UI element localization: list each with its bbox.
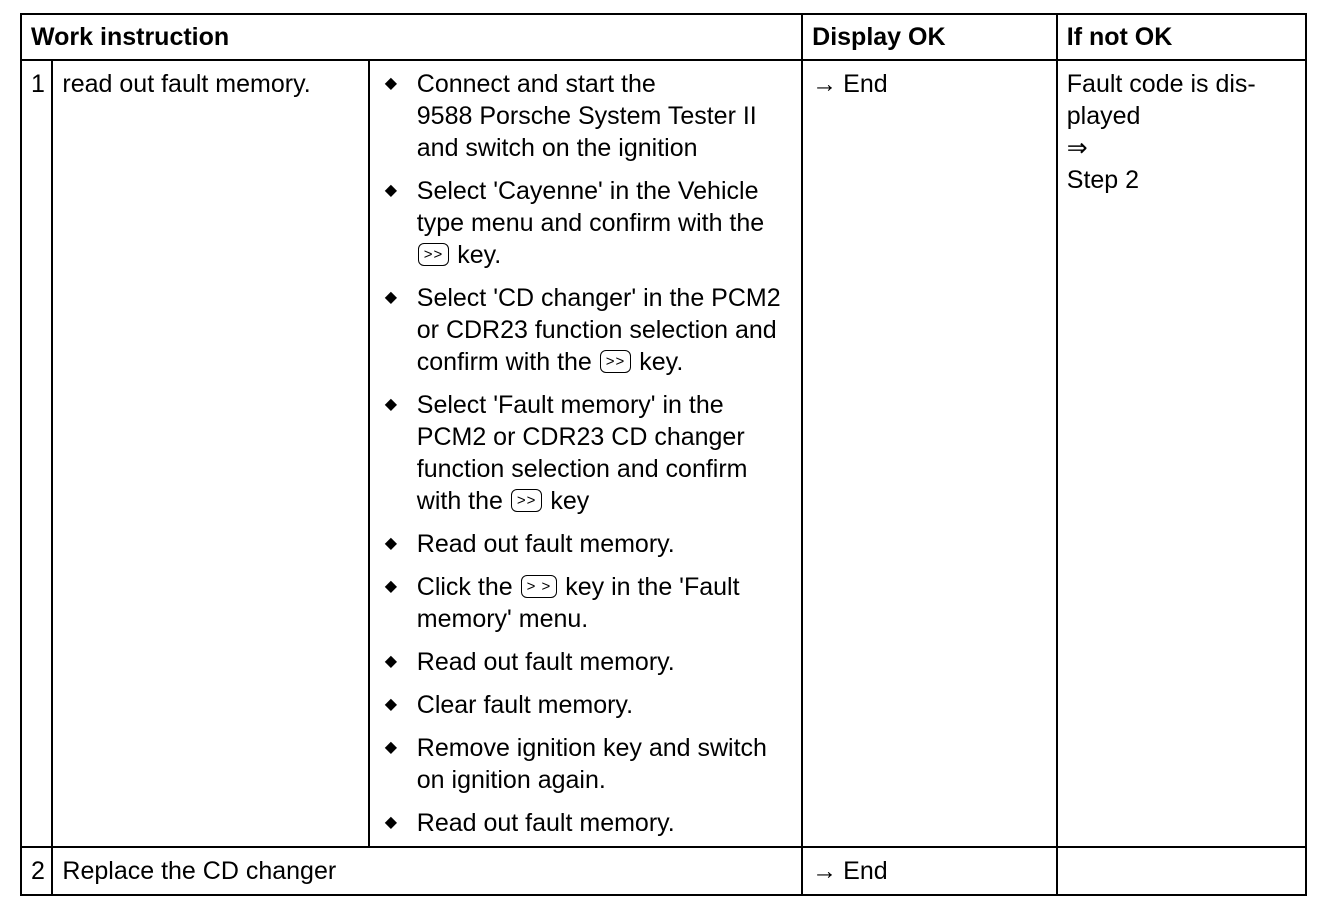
list-item [379, 528, 792, 560]
diamond-bullet-icon: ◆ [384, 814, 398, 831]
list-item [379, 282, 792, 378]
diamond-bullet-icon: ◆ [384, 75, 398, 92]
instruction-text: Clear fault memory. [416, 691, 634, 719]
step-number: 1 [21, 60, 52, 847]
header-row [21, 14, 1306, 60]
instruction-text: Select 'Cayenne' in the Vehicle type menu and confirm with the [416, 177, 765, 237]
forward-key-icon: >> [511, 489, 543, 512]
instruction-text: Click the [416, 573, 513, 601]
instruction-text: Read out fault memory. [416, 530, 675, 558]
instruction-text: Select 'Fault memory' in the PCM2 or CDR23 CD changer function selection and confirm with the [416, 391, 748, 515]
list-item [379, 689, 792, 721]
list-item [379, 175, 792, 271]
instruction-text: key [550, 487, 590, 515]
list-item [379, 732, 792, 796]
if-not-ok-cell [1057, 847, 1306, 895]
list-item [379, 807, 792, 839]
right-arrow-icon: → [812, 70, 838, 98]
instruction-list [379, 68, 792, 839]
header-if-not-ok: If not OK [1057, 14, 1306, 60]
instruction-text: Read out fault memory. [416, 648, 675, 676]
header-work-instruction: Work instruction [21, 14, 802, 60]
diamond-bullet-icon: ◆ [384, 289, 398, 306]
result-text: End [843, 857, 888, 885]
instruction-text: key. [457, 241, 502, 269]
instruction-text: key. [639, 348, 684, 376]
header-display-ok: Display OK [802, 14, 1057, 60]
step-instructions [369, 60, 802, 847]
step-description: Replace the CD changer [52, 847, 802, 895]
diamond-bullet-icon: ◆ [384, 739, 398, 756]
instruction-text: Read out fault memory. [416, 809, 675, 837]
instruction-text: Remove ignition key and switch on ignition again. [416, 734, 767, 794]
diamond-bullet-icon: ◆ [384, 578, 398, 595]
diamond-bullet-icon: ◆ [384, 535, 398, 552]
result-text: End [843, 70, 888, 98]
forward-key-icon: >> [418, 243, 450, 266]
list-item [379, 68, 792, 164]
forward-key-icon: >> [600, 350, 632, 373]
table-row [21, 847, 1306, 895]
diamond-bullet-icon: ◆ [384, 653, 398, 670]
instruction-line: 9588 Porsche System Tester II [416, 102, 757, 130]
list-item [379, 389, 792, 517]
if-not-ok-cell [1057, 60, 1306, 847]
list-item [379, 646, 792, 678]
instruction-line: Connect and start the [416, 70, 656, 98]
instruction-line: and switch on the ignition [416, 134, 698, 162]
instruction-text: Select 'CD changer' in the PCM2 or CDR23 function selection and confirm with the [416, 284, 781, 376]
display-ok-cell [802, 60, 1057, 847]
step-reference: Step 2 [1066, 166, 1140, 194]
diamond-bullet-icon: ◆ [384, 182, 398, 199]
result-line: played [1066, 102, 1141, 130]
table-row [21, 60, 1306, 847]
right-arrow-icon: → [812, 857, 838, 885]
step-number: 2 [21, 847, 52, 895]
instruction-text: key in the 'Fault memory' menu. [416, 573, 740, 633]
step-description: read out fault memory. [52, 60, 368, 847]
result-line: Fault code is dis- [1066, 70, 1256, 98]
display-ok-cell [802, 847, 1057, 895]
diamond-bullet-icon: ◆ [384, 396, 398, 413]
forward-key-icon: > > [521, 575, 558, 598]
double-arrow-icon: ⇒ [1066, 134, 1088, 162]
list-item [379, 571, 792, 635]
work-instruction-table [20, 13, 1307, 896]
diamond-bullet-icon: ◆ [384, 696, 398, 713]
